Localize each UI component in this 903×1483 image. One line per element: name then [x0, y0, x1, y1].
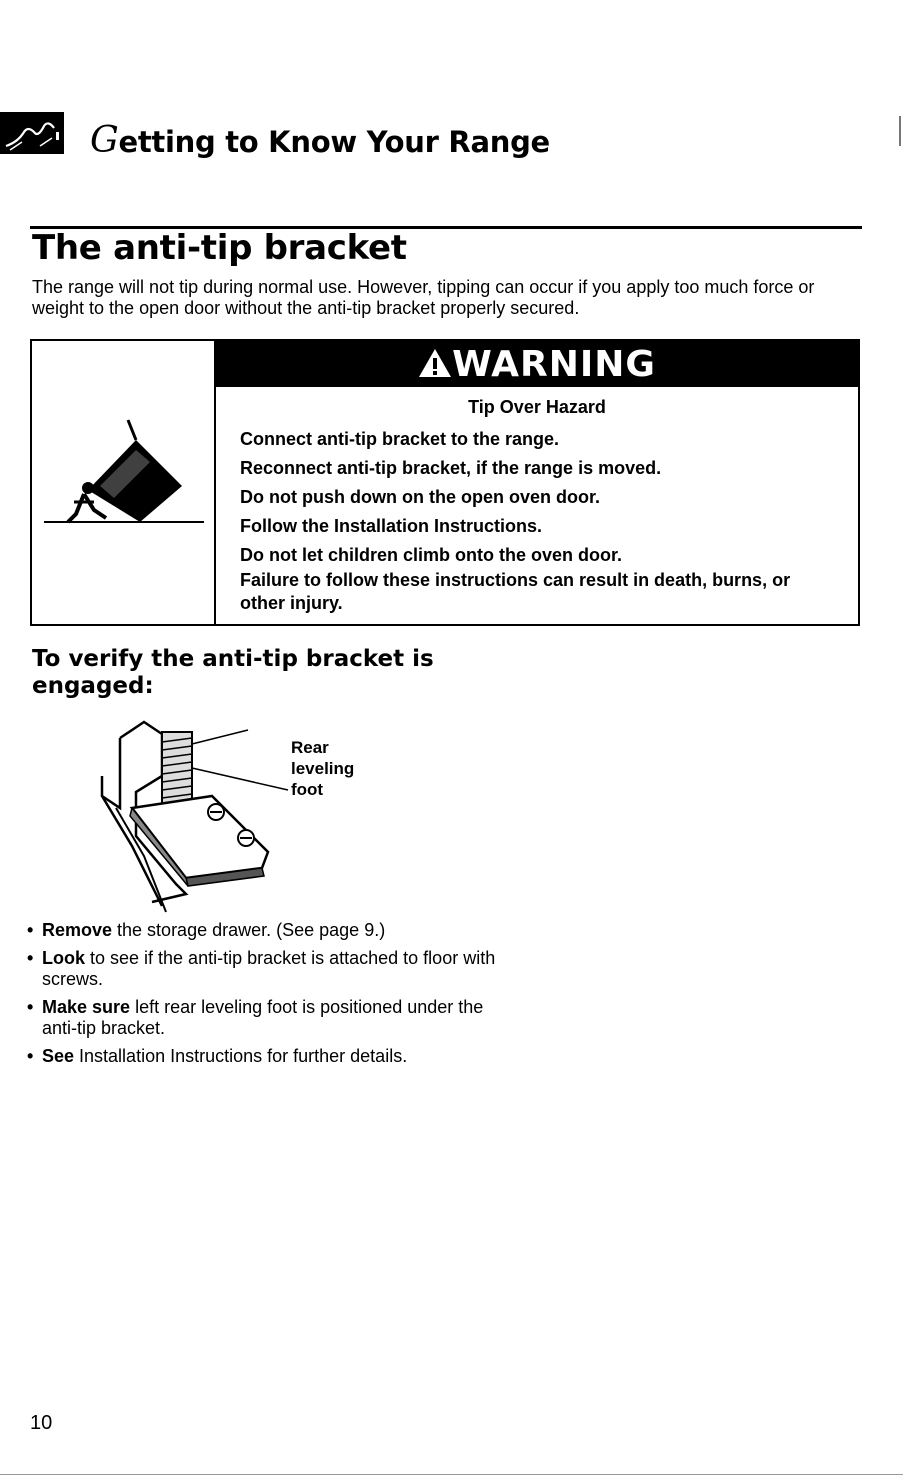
anti-tip-bracket-diagram — [92, 716, 292, 916]
step-lead: Make sure — [42, 997, 131, 1017]
figure-label-line: Rear — [291, 738, 329, 757]
edge-mark — [899, 116, 901, 146]
warning-item: Do not push down on the open oven door. — [240, 487, 600, 507]
step-text: the storage drawer. (See page 9.) — [112, 920, 386, 940]
step-lead: Look — [42, 948, 85, 968]
verify-heading: To verify the anti-tip bracket is engaged: — [32, 646, 434, 699]
warning-item: Connect anti-tip bracket to the range. — [240, 429, 560, 449]
figure-label — [291, 737, 381, 800]
step-text: left rear leveling foot is positioned under the anti-tip bracket. — [42, 997, 484, 1038]
tipping-range-child-icon — [40, 410, 208, 530]
section-title-initial: G — [90, 120, 119, 161]
warning-item: Reconnect anti-tip bracket, if the range is moved. — [240, 458, 662, 478]
figure-label-line: foot — [291, 780, 324, 799]
step-text: Installation Instructions for further details. — [74, 1046, 408, 1066]
step-text: to see if the anti-tip bracket is attached to floor with screws. — [42, 948, 496, 989]
warning-item: Do not let children climb onto the oven door. — [240, 545, 623, 565]
step-item — [27, 1046, 497, 1067]
step-item — [27, 948, 497, 990]
warning-item: Follow the Installation Instructions. — [240, 516, 543, 536]
step-lead: See — [42, 1046, 75, 1066]
warning-consequence: Failure to follow these instructions can result in death, burns, or other injury. — [240, 570, 791, 613]
step-item — [27, 997, 497, 1039]
step-item — [27, 920, 497, 941]
page-number: 10 — [30, 1412, 53, 1434]
warning-triangle-icon — [418, 347, 452, 379]
section-title — [90, 120, 550, 161]
figure-label-line: leveling — [291, 759, 355, 778]
page-heading: The anti-tip bracket — [32, 228, 407, 268]
bottom-rule — [0, 1474, 903, 1475]
hazard-title: Tip Over Hazard — [468, 397, 606, 417]
warning-banner — [216, 341, 858, 387]
warning-list — [240, 425, 840, 570]
section-logo-icon — [0, 112, 64, 154]
warning-banner-text: WARNING — [452, 344, 656, 385]
intro-paragraph: The range will not tip during normal use. However, tipping can occur if you apply too much force or weight to the open door without the anti-tip bracket properly secured. — [32, 277, 815, 318]
step-lead: Remove — [42, 920, 113, 940]
section-title-text: etting to Know Your Range — [118, 125, 550, 159]
verify-steps — [27, 920, 497, 1074]
